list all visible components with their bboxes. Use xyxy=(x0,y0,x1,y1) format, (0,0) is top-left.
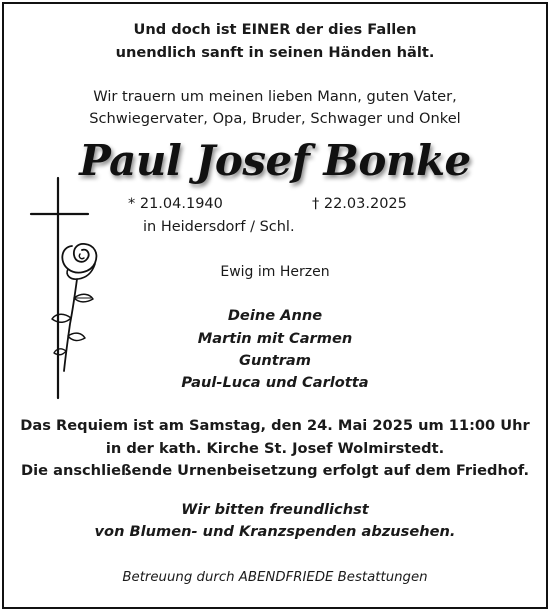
service-line-1: Das Requiem ist am Samstag, den 24. Mai 2025 um 11:00 Uhr xyxy=(20,417,530,434)
death-date: † 22.03.2025 xyxy=(312,196,407,212)
verse-line-2: unendlich sanft in seinen Händen hält. xyxy=(115,44,435,61)
deceased-name: Paul Josef Bonke xyxy=(79,136,471,185)
mourner-3: Guntram xyxy=(239,352,311,369)
motto: Ewig im Herzen xyxy=(220,264,330,280)
birth-date: * 21.04.1940 xyxy=(128,196,223,212)
birthplace: in Heidersdorf / Schl. xyxy=(143,219,295,235)
verse-line-1: Und doch ist EINER der dies Fallen xyxy=(133,21,417,38)
cross-and-rose-icon xyxy=(28,176,108,406)
service-line-2: in der kath. Kirche St. Josef Wolmirstedt. xyxy=(105,440,445,457)
service-line-3: Die anschließende Urnenbeisetzung erfolgt auf dem Friedhof. xyxy=(21,462,529,479)
mourner-4: Paul-Luca und Carlotta xyxy=(181,374,369,391)
mourner-1: Deine Anne xyxy=(227,307,323,324)
funeral-home-credit: Betreuung durch ABENDFRIEDE Bestattungen xyxy=(122,570,428,585)
request-line-1: Wir bitten freundlichst xyxy=(181,501,369,518)
intro-line-2: Schwiegervater, Opa, Bruder, Schwager und Onkel xyxy=(89,110,461,127)
request-line-2: von Blumen- und Kranzspenden abzusehen. xyxy=(94,523,456,540)
mourner-2: Martin mit Carmen xyxy=(197,330,353,347)
intro-line-1: Wir trauern um meinen lieben Mann, guten Vater, xyxy=(93,88,457,105)
